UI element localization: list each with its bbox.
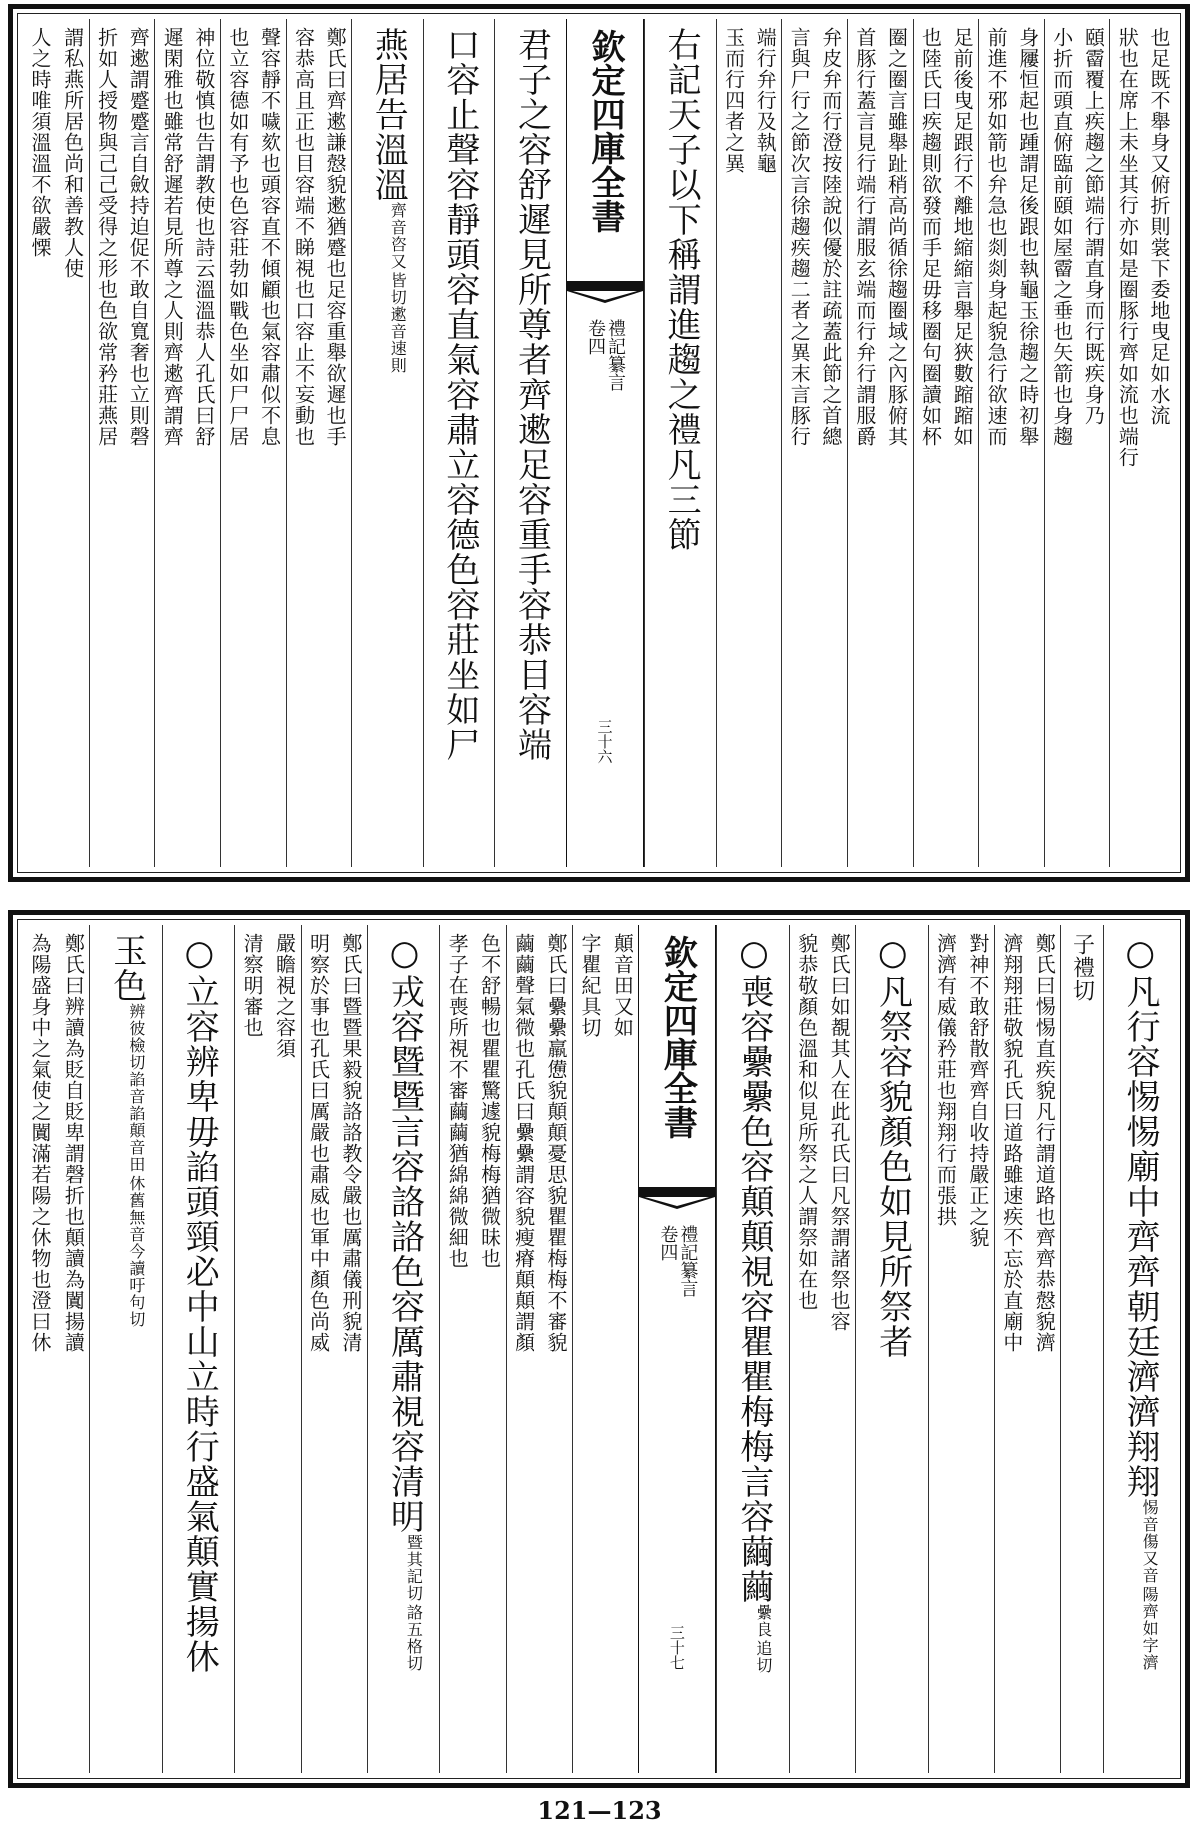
main-text-column — [351, 19, 423, 867]
main-text-column — [367, 925, 439, 1773]
inline-note-right: 惕音傷又音 — [1140, 1499, 1160, 1584]
main-text: ○戎容暨暨言容詻詻色容厲肅視容清明 — [384, 933, 425, 1534]
commentary-line-left: 人之時唯須溫溫不欲嚴慄 — [28, 27, 52, 258]
commentary-line-right: 謂私燕所居色尚和善教人使 — [60, 27, 85, 279]
inline-note-right: 齊音咨又 — [388, 202, 408, 270]
leaf-number: 三十六 — [595, 719, 614, 764]
main-text-column — [716, 925, 788, 1773]
book-title: 欽定四庫全書 — [585, 29, 625, 233]
commentary-line-left: 明察於事也孔氏曰厲嚴也肅威也軍中顏色尚威 — [306, 933, 331, 1353]
commentary-line-right: 鄭氏曰如覩其人在此孔氏曰凡祭謂諸祭也容 — [827, 933, 852, 1332]
commentary-line-left: 首豚行蓋言見行端行謂服玄端而行弁行謂服爵 — [852, 27, 877, 447]
commentary-line-left: 狀也在席上未坐其行亦如是圈豚行齊如流也端行 — [1115, 27, 1140, 468]
main-text: 玉色 — [106, 933, 147, 1003]
commentary-column — [789, 925, 855, 1773]
main-text-column — [494, 19, 566, 867]
main-text-column — [855, 925, 927, 1773]
upper-page — [8, 4, 1190, 882]
commentary-line-right: 神位敬慎也告謂教使也詩云溫溫恭人孔氏曰舒 — [191, 27, 216, 447]
commentary-line-right: 聲容靜不噦欬也頭容直不傾顧也氣容肅似不息 — [257, 27, 282, 447]
inline-note — [127, 1003, 144, 1328]
commentary-line-left: 濟濟有威儀矜莊也翔翔行而張拱 — [933, 933, 958, 1227]
commentary-column — [439, 925, 505, 1773]
volume-number: 卷四 — [657, 1225, 679, 1261]
commentary-line-right: 嚴瞻視之容須 — [272, 933, 297, 1059]
commentary-line-left: 也立容德如有予也色容莊勃如戰色坐如尸尸居 — [225, 27, 250, 447]
commentary-column — [89, 19, 155, 867]
fish-tail-mark-icon — [567, 281, 643, 303]
commentary-line-left: 也陸氏曰疾趨則欲發而手足毋移圈句圈讀如杯 — [918, 27, 943, 447]
lower-page-columns — [23, 925, 1175, 1773]
volume-label — [586, 319, 624, 391]
main-text: ○凡行容惕惕廟中齊齊朝廷濟濟翔翔 — [1120, 933, 1161, 1499]
commentary-line-left: 孝子在喪所視不審繭繭猶綿綿微細也 — [445, 933, 470, 1269]
main-text-with-note — [368, 27, 409, 859]
inline-note-right: 纍良 — [753, 1604, 773, 1638]
commentary-column — [1060, 925, 1102, 1773]
commentary-line-left: 前進不邪如箭也弁急也剡剡身起貌急行欲速而 — [984, 27, 1009, 447]
inline-note-right: 暨其記切 — [404, 1534, 424, 1602]
commentary-line-right: 鄭氏曰齊遬謙慤貌遬猶蹙也足容重舉欲遲也手 — [323, 27, 348, 447]
commentary-column — [23, 19, 89, 867]
main-text-column — [1103, 925, 1175, 1773]
main-text: 君子之容舒遲見所尊者齊遬足容重手容恭目容端 — [511, 27, 552, 762]
commentary-line-left: 清察明審也 — [240, 933, 265, 1038]
main-text: 燕居告溫溫 — [368, 27, 409, 202]
inline-note-left: 詻五格切 — [404, 1604, 424, 1672]
main-text-column — [423, 19, 495, 867]
book-title: 欽定四庫全書 — [657, 935, 698, 1139]
commentary-line-left: 言與尸行之節次言徐趨疾趨二者之異末言豚行 — [787, 27, 812, 447]
center-fold-banderole — [566, 19, 644, 867]
volume-number: 卷四 — [585, 319, 606, 355]
inline-note-left: 陽齊如字濟 — [1140, 1586, 1160, 1671]
main-text-with-note — [106, 933, 147, 1765]
commentary-line-right: 鄭氏曰纍纍羸憊貌顛顛憂思貌瞿瞿梅梅不審貌 — [544, 933, 568, 1353]
commentary-line-right: 身屨恒起也踵謂足後跟也執龜玉徐趨之時初舉 — [1015, 27, 1040, 447]
inline-note — [388, 202, 408, 374]
commentary-line-left: 貌恭敬顏色溫和似見所祭之人謂祭如在也 — [794, 933, 819, 1311]
main-text-with-note — [733, 933, 774, 1765]
lower-page — [8, 910, 1190, 1788]
commentary-line-left: 為陽盛身中之氣使之闐滿若陽之休物也澄曰休 — [28, 933, 52, 1353]
main-text: ○喪容纍纍色容顛顛視容瞿瞿梅梅言容繭繭 — [733, 933, 774, 1604]
main-text-column — [644, 19, 716, 867]
commentary-column — [154, 19, 220, 867]
commentary-column — [847, 19, 913, 867]
volume-title: 禮記纂言 — [605, 319, 626, 391]
commentary-line-right: 弁皮弁而行澄按陸說似優於註疏蓋此節之首總 — [818, 27, 843, 447]
main-text-with-note — [1120, 933, 1161, 1765]
commentary-line-right: 鄭氏曰惕惕直疾貌凡行謂道路也齊齊恭慤貌濟 — [1032, 933, 1057, 1353]
commentary-line-right: 圈之圈言雖舉趾稍高尚循徐趨圈域之內豚俯其 — [884, 27, 909, 447]
commentary-line-right: 端行弁行及執龜 — [753, 27, 778, 174]
volume-label — [657, 1225, 699, 1297]
commentary-line-right: 鄭氏曰暨暨果毅貌詻詻教令嚴也厲肅儀刑貌清 — [338, 933, 363, 1353]
commentary-column — [913, 19, 979, 867]
leaf-number: 三十七 — [667, 1625, 686, 1670]
commentary-column — [301, 925, 367, 1773]
commentary-line-right: 足前後曳足跟行不離地縮縮言舉足狹數蹜蹜如 — [950, 27, 975, 447]
commentary-line-left: 容恭高且正也目容端不睇視也口容止不妄動也 — [291, 27, 316, 447]
inline-note-left: 休舊無音今讀吁句切 — [126, 1175, 146, 1328]
inline-note — [405, 1534, 422, 1672]
commentary-column — [781, 19, 847, 867]
commentary-line-left: 折如人授物與己己受得之形也色欲常矜莊燕居 — [94, 27, 119, 447]
commentary-line-right: 齊遬謂蹙蹙言自斂持迫促不敢自寬奢也立則磬 — [126, 27, 151, 447]
inline-note — [754, 1604, 771, 1674]
inline-note-left: 追切 — [753, 1640, 773, 1674]
commentary-column — [994, 925, 1060, 1773]
commentary-column — [234, 925, 300, 1773]
commentary-line-left: 玉而行四者之異 — [721, 27, 746, 174]
inline-note-right: 辨彼檢切諂音諂顛音田 — [126, 1003, 146, 1173]
commentary-column — [1109, 19, 1175, 867]
commentary-column — [978, 19, 1044, 867]
commentary-line-left: 字瞿紀具切 — [578, 933, 602, 1038]
volume-title: 禮記纂言 — [677, 1225, 699, 1297]
inline-note-left: 皆切遬音速則 — [388, 272, 408, 374]
commentary-line-right: 鄭氏曰辨讀為貶自貶卑謂磬折也顛讀為闐揚讀 — [61, 933, 86, 1353]
main-text-column — [89, 925, 161, 1773]
commentary-line-right: 顛音田又如 — [610, 933, 635, 1038]
main-text: ○凡祭容貌顏色如見所祭者 — [872, 933, 913, 1359]
main-text-with-note — [384, 933, 425, 1765]
commentary-column — [506, 925, 572, 1773]
main-text: ○立容辨卑毋諂頭頸必中山立時行盛氣顛實揚休 — [179, 933, 220, 1674]
fish-tail-mark-icon — [639, 1187, 715, 1209]
page-number: 121—123 — [537, 1796, 662, 1825]
inline-note — [1140, 1499, 1160, 1671]
commentary-line-right: 頤霤覆上疾趨之節端行謂直身而行既疾身乃 — [1081, 27, 1106, 426]
commentary-column — [286, 19, 352, 867]
main-text-column — [162, 925, 234, 1773]
commentary-line-right: 色不舒暢也瞿瞿驚遽貌梅梅猶微昧也 — [477, 933, 502, 1269]
commentary-column — [220, 19, 286, 867]
commentary-line-left: 小折而頭直俯臨前頤如屋霤之垂也矢箭也身趨 — [1049, 27, 1074, 447]
commentary-line-left: 繭繭聲氣微也孔氏曰纍纍謂容貌瘦瘠顛顛謂顏 — [511, 933, 536, 1353]
main-text: 口容止聲容靜頭容直氣容肅立容德色容莊坐如尸 — [439, 27, 480, 762]
center-fold-banderole — [638, 925, 716, 1773]
commentary-column — [572, 925, 638, 1773]
commentary-line-right: 也足既不舉身又俯折則裳下委地曳足如水流 — [1147, 27, 1171, 426]
upper-page-columns — [23, 19, 1175, 867]
commentary-line-left: 濟翔翔莊敬貌孔氏曰道路雖速疾不忘於直廟中 — [999, 933, 1024, 1353]
commentary-column — [928, 925, 994, 1773]
commentary-column — [1044, 19, 1110, 867]
commentary-column — [23, 925, 89, 1773]
commentary-line-right: 對神不敢舒散齊齊自收持嚴正之貌 — [965, 933, 990, 1248]
commentary-line-left: 遲閑雅也雖常舒遲若見所尊之人則齊遬齊謂齊 — [160, 27, 185, 447]
main-text: 右記天子以下稱謂進趨之禮凡三節 — [661, 27, 702, 552]
commentary-column — [716, 19, 782, 867]
commentary-text: 子禮切 — [1069, 933, 1095, 1002]
